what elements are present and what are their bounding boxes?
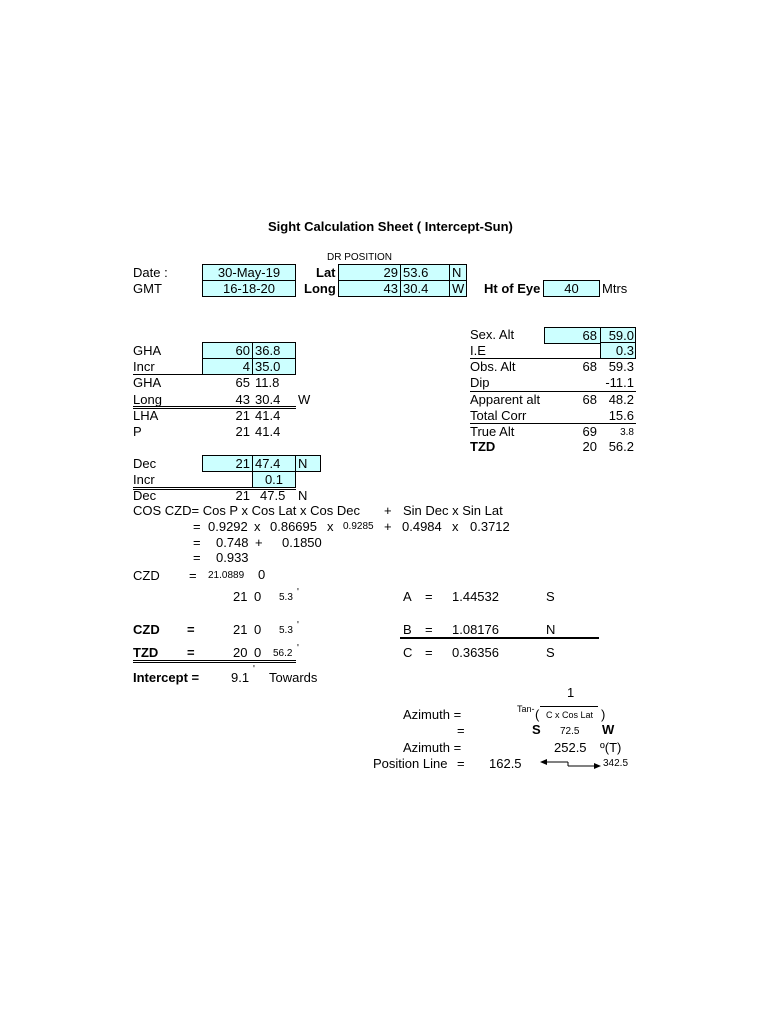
azimuth-fraction-bar (540, 706, 598, 707)
c-direction: S (546, 645, 555, 660)
position-line-eq: = (457, 756, 465, 771)
formula-l2-x3: x (452, 519, 459, 534)
sex-alt-deg: 68 (582, 328, 597, 343)
gha-label: GHA (133, 343, 162, 358)
tzd-alt-label: TZD (470, 439, 496, 454)
dec-deg: 21 (235, 456, 250, 471)
czd-value: 21.0889 (208, 570, 245, 581)
alt-rule-1 (470, 358, 636, 359)
incr-min: 35.0 (255, 359, 281, 374)
azimuth-open-paren: ( (535, 707, 540, 722)
ie-label: I.E (470, 343, 486, 358)
azimuth-denominator: C x Cos Lat (546, 710, 594, 720)
dec2-min: 47.5 (260, 488, 286, 503)
formula-eq-2: = (193, 519, 201, 534)
formula-line-1-plus: + (384, 503, 392, 518)
azimuth-numerator: 1 (567, 685, 575, 700)
true-alt-min: 3.8 (620, 427, 634, 438)
long-label: Long (304, 281, 336, 296)
long-deg: 43 (383, 281, 398, 296)
long2-deg: 43 (235, 392, 250, 407)
lat-label: Lat (316, 265, 336, 280)
page-title: Sight Calculation Sheet ( Intercept-Sun) (268, 219, 513, 234)
app-alt-deg: 68 (582, 392, 597, 407)
azimuth-label-2: Azimuth = (403, 740, 462, 755)
long2-hemi: W (298, 392, 311, 407)
r2-min: 5.3 (279, 625, 293, 636)
gha2-min: 11.8 (255, 375, 280, 390)
azimuth-close-paren: ) (601, 707, 606, 722)
tzd2-eq: = (187, 645, 195, 660)
a-value: 1.44532 (452, 589, 499, 604)
azimuth-dir-1: S (532, 722, 541, 737)
obs-alt-label: Obs. Alt (470, 359, 516, 374)
c-value: 0.36356 (452, 645, 499, 660)
czd-label: CZD (133, 568, 160, 583)
gmt-value: 16-18-20 (222, 281, 276, 296)
formula-l2-e: 0.3712 (470, 519, 510, 534)
formula-l2-c: 0.9285 (343, 521, 374, 532)
gha2-deg: 65 (235, 375, 250, 390)
ht-eye-unit: Mtrs (602, 281, 628, 296)
long2-label: Long (133, 392, 162, 407)
azimuth-tan: Tan- (517, 704, 535, 714)
ht-eye-label: Ht of Eye (484, 281, 541, 296)
czd2-eq: = (187, 622, 195, 637)
dec-incr-label: Incr (133, 472, 155, 487)
formula-l3-b: 0.1850 (282, 535, 322, 550)
b-eq: = (425, 622, 433, 637)
obs-alt-deg: 68 (582, 359, 597, 374)
formula-l2-b: 0.86695 (270, 519, 317, 534)
azimuth-dir-2: W (602, 722, 615, 737)
p-deg: 21 (235, 424, 250, 439)
formula-l2-x1: x (254, 519, 261, 534)
dec-rule-1 (133, 487, 296, 488)
dec-rule-2 (133, 489, 296, 490)
long-hemi: W (452, 281, 465, 296)
r2-deg: 21 (233, 622, 248, 637)
azimuth-eq: = (457, 723, 465, 738)
intercept-value: 9.1 (231, 670, 250, 685)
azimuth-unit: º(T) (600, 740, 622, 755)
gha-deg: 60 (235, 343, 250, 358)
lat-deg: 29 (383, 265, 398, 280)
p-min: 41.4 (255, 424, 281, 439)
c-label: C (403, 645, 413, 660)
intercept-tick: ' (253, 664, 255, 675)
long2-min: 30.4 (255, 392, 281, 407)
czd-eq: = (189, 568, 197, 583)
formula-l4: 0.933 (216, 550, 249, 565)
r3-tick: ' (297, 643, 299, 654)
tzd-alt-min: 56.2 (608, 439, 634, 454)
r1-tick: ' (297, 587, 299, 598)
b-value: 1.08176 (452, 622, 499, 637)
azimuth-label-1: Azimuth = (403, 707, 462, 722)
r1-min: 5.3 (279, 592, 293, 603)
a-label: A (403, 589, 412, 604)
dip-label: Dip (470, 375, 490, 390)
azimuth-angle: 72.5 (560, 726, 580, 737)
r2-zero: 0 (254, 622, 262, 637)
position-line-label: Position Line (373, 756, 448, 771)
position-line-arrow-icon (540, 757, 602, 771)
dec-hemi: N (298, 456, 308, 471)
date-label: Date : (133, 265, 168, 280)
formula-line-1-b: Sin Dec x Sin Lat (403, 503, 503, 518)
position-line-b: 342.5 (603, 758, 629, 769)
a-direction: S (546, 589, 555, 604)
incr-deg: 4 (242, 359, 250, 374)
formula-l3-plus: + (255, 535, 263, 550)
a-eq: = (425, 589, 433, 604)
dr-position-label: DR POSITION (327, 252, 393, 263)
b-label: B (403, 622, 412, 637)
obs-alt-min: 59.3 (608, 359, 634, 374)
lha-deg: 21 (235, 408, 250, 423)
true-alt-deg: 69 (582, 424, 597, 439)
dec2-hemi: N (298, 488, 308, 503)
lha-min: 41.4 (255, 408, 281, 423)
formula-l3-a: 0.748 (216, 535, 249, 550)
ht-eye-value: 40 (564, 281, 579, 296)
intercept-direction: Towards (269, 670, 318, 685)
b-direction: N (546, 622, 556, 637)
true-alt-label: True Alt (470, 424, 515, 439)
czd-zero: 0 (258, 567, 266, 582)
incr-label: Incr (133, 359, 155, 374)
total-corr-value: 15.6 (608, 408, 634, 423)
r3-zero: 0 (254, 645, 262, 660)
r1-zero: 0 (254, 589, 262, 604)
p-label: P (133, 424, 142, 439)
dec-min: 47.4 (255, 456, 281, 471)
intercept-label: Intercept = (133, 670, 200, 685)
gha-rule-2 (133, 406, 296, 407)
r3-min: 56.2 (273, 648, 293, 659)
dec2-deg: 21 (235, 488, 250, 503)
formula-eq-4: = (193, 550, 201, 565)
gha-min: 36.8 (255, 343, 281, 358)
lha-label: LHA (133, 408, 159, 423)
gha2-label: GHA (133, 375, 162, 390)
sex-alt-label: Sex. Alt (470, 327, 515, 342)
czd2-label: CZD (133, 622, 160, 637)
abc-rule (400, 637, 599, 639)
r1-deg: 21 (233, 589, 248, 604)
azimuth-value: 252.5 (554, 740, 587, 755)
gha-rule-3 (133, 408, 296, 409)
gmt-label: GMT (133, 281, 162, 296)
long-min: 30.4 (403, 281, 429, 296)
date-value: 30-May-19 (217, 265, 281, 280)
czd-tzd-rule-1 (133, 660, 296, 661)
dec-label: Dec (133, 456, 157, 471)
position-line-a: 162.5 (489, 756, 522, 771)
lat-hemi: N (452, 265, 462, 280)
r2-tick: ' (297, 620, 299, 631)
formula-l2-a: 0.9292 (208, 519, 248, 534)
r3-deg: 20 (233, 645, 248, 660)
sex-alt-min: 59.0 (608, 328, 634, 343)
app-alt-min: 48.2 (608, 392, 634, 407)
app-alt-label: Apparent alt (470, 392, 541, 407)
formula-l2-plus: + (384, 519, 392, 534)
czd-tzd-rule-2 (133, 662, 296, 663)
lat-min: 53.6 (403, 265, 429, 280)
formula-line-1: COS CZD= Cos P x Cos Lat x Cos Dec (133, 503, 360, 518)
tzd2-label: TZD (133, 645, 159, 660)
gha-rule-1 (133, 374, 296, 375)
c-eq: = (425, 645, 433, 660)
dec-incr: 0.1 (264, 472, 284, 487)
alt-rule-2 (470, 391, 636, 392)
formula-eq-3: = (193, 535, 201, 550)
dip-value: -11.1 (605, 375, 634, 390)
dec2-label: Dec (133, 488, 157, 503)
formula-l2-d: 0.4984 (402, 519, 442, 534)
ie-value: 0.3 (615, 343, 634, 358)
total-corr-label: Total Corr (470, 408, 527, 423)
tzd-alt-deg: 20 (582, 439, 597, 454)
alt-rule-3 (470, 423, 636, 424)
formula-l2-x2: x (327, 519, 334, 534)
